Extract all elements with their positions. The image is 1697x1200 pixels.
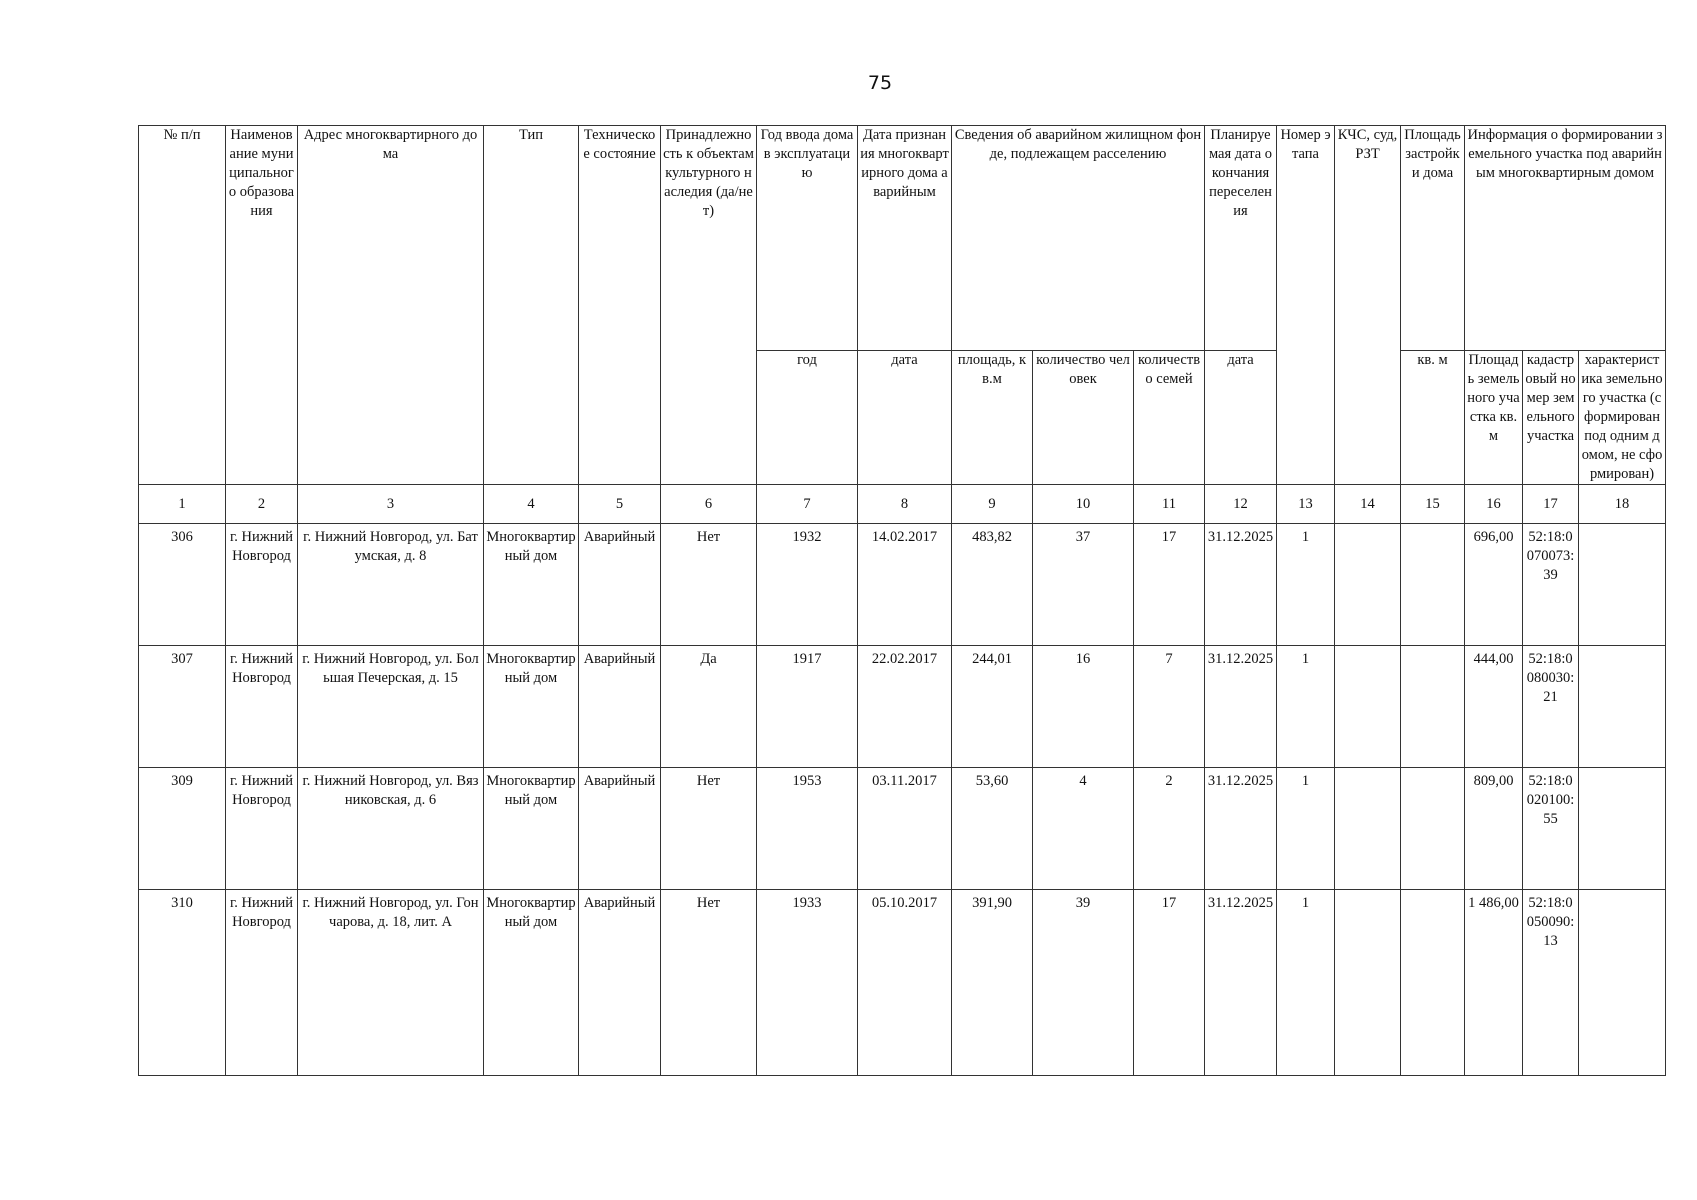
header-kchs: КЧС, суд, РЗТ — [1335, 126, 1401, 485]
cell-address: г. Нижний Новгород, ул. Большая Печерская, д. 15 — [298, 646, 484, 768]
cell-land-area: 696,00 — [1465, 524, 1523, 646]
cell-heritage: Нет — [661, 524, 757, 646]
colnum-4: 4 — [484, 485, 579, 524]
header-area: площадь, кв.м — [952, 351, 1033, 485]
cell-stage: 1 — [1277, 768, 1335, 890]
cell-type: Многоквартирный дом — [484, 646, 579, 768]
cell-area: 244,01 — [952, 646, 1033, 768]
colnum-18: 18 — [1579, 485, 1666, 524]
cell-families: 17 — [1134, 890, 1205, 1076]
header-number: № п/п — [139, 126, 226, 485]
colnum-5: 5 — [579, 485, 661, 524]
table-row — [139, 524, 1666, 646]
cell-build-area — [1401, 890, 1465, 1076]
cell-emergency-date: 22.02.2017 — [858, 646, 952, 768]
header-build-area: Площадь застройки дома — [1401, 126, 1465, 351]
colnum-16: 16 — [1465, 485, 1523, 524]
colnum-9: 9 — [952, 485, 1033, 524]
colnum-15: 15 — [1401, 485, 1465, 524]
cell-land-char — [1579, 768, 1666, 890]
cell-address: г. Нижний Новгород, ул. Вязниковская, д. 6 — [298, 768, 484, 890]
cell-address: г. Нижний Новгород, ул. Батумская, д. 8 — [298, 524, 484, 646]
cell-area: 53,60 — [952, 768, 1033, 890]
cell-emergency-date: 14.02.2017 — [858, 524, 952, 646]
cell-municipality: г. Нижний Новгород — [226, 646, 298, 768]
cell-heritage: Нет — [661, 890, 757, 1076]
cell-year: 1933 — [757, 890, 858, 1076]
cell-address: г. Нижний Новгород, ул. Гончарова, д. 18, лит. А — [298, 890, 484, 1076]
colnum-17: 17 — [1523, 485, 1579, 524]
cell-number: 309 — [139, 768, 226, 890]
cell-number: 306 — [139, 524, 226, 646]
header-families: количество семей — [1134, 351, 1205, 485]
cell-people: 39 — [1033, 890, 1134, 1076]
cell-number: 307 — [139, 646, 226, 768]
cell-cadastre: 52:18:0050090:13 — [1523, 890, 1579, 1076]
cell-land-area: 809,00 — [1465, 768, 1523, 890]
header-resettlement-group: Сведения об аварийном жилищном фонде, подлежащем расселению — [952, 126, 1205, 351]
cell-people: 16 — [1033, 646, 1134, 768]
cell-municipality: г. Нижний Новгород — [226, 524, 298, 646]
colnum-6: 6 — [661, 485, 757, 524]
cell-kchs — [1335, 646, 1401, 768]
header-type: Тип — [484, 126, 579, 485]
header-year-sub: год — [757, 351, 858, 485]
header-municipality: Наименование муниципального образования — [226, 126, 298, 485]
cell-stage: 1 — [1277, 524, 1335, 646]
cell-land-char — [1579, 646, 1666, 768]
cell-kchs — [1335, 768, 1401, 890]
cell-planned-end: 31.12.2025 — [1205, 646, 1277, 768]
cell-emergency-date: 03.11.2017 — [858, 768, 952, 890]
colnum-3: 3 — [298, 485, 484, 524]
header-land-area-label: Площадь земельного участка — [1467, 352, 1520, 425]
cell-stage: 1 — [1277, 890, 1335, 1076]
cell-year: 1932 — [757, 524, 858, 646]
cell-planned-end: 31.12.2025 — [1205, 768, 1277, 890]
cell-build-area — [1401, 646, 1465, 768]
cell-planned-end: 31.12.2025 — [1205, 890, 1277, 1076]
colnum-8: 8 — [858, 485, 952, 524]
table-row — [139, 646, 1666, 768]
cell-cadastre: 52:18:0020100:55 — [1523, 768, 1579, 890]
header-year: Год ввода дома в эксплуатацию — [757, 126, 858, 351]
header-address: Адрес многоквартирного дома — [298, 126, 484, 485]
cell-tech-state: Аварийный — [579, 890, 661, 1076]
cell-stage: 1 — [1277, 646, 1335, 768]
colnum-13: 13 — [1277, 485, 1335, 524]
header-people: количество человек — [1033, 351, 1134, 485]
header-end-sub: дата — [1205, 351, 1277, 485]
header-tech-state: Техническое состояние — [579, 126, 661, 485]
cell-tech-state: Аварийный — [579, 768, 661, 890]
cell-number: 310 — [139, 890, 226, 1076]
header-heritage: Принадлежность к объектам культурного наследия (да/нет) — [661, 126, 757, 485]
cell-type: Многоквартирный дом — [484, 768, 579, 890]
cell-build-area — [1401, 768, 1465, 890]
header-planned-end: Планируемая дата окончания переселения — [1205, 126, 1277, 351]
cell-year: 1953 — [757, 768, 858, 890]
header-land-area — [1465, 351, 1523, 485]
table-row — [139, 768, 1666, 890]
colnum-12: 12 — [1205, 485, 1277, 524]
cell-kchs — [1335, 524, 1401, 646]
cell-tech-state: Аварийный — [579, 524, 661, 646]
colnum-2: 2 — [226, 485, 298, 524]
page-number: 75 — [867, 72, 893, 94]
colnum-1: 1 — [139, 485, 226, 524]
cell-year: 1917 — [757, 646, 858, 768]
cell-area: 391,90 — [952, 890, 1033, 1076]
cell-cadastre: 52:18:0070073:39 — [1523, 524, 1579, 646]
cell-families: 2 — [1134, 768, 1205, 890]
header-land-area-unit: кв.м — [1488, 409, 1518, 444]
cell-type: Многоквартирный дом — [484, 524, 579, 646]
cell-emergency-date: 05.10.2017 — [858, 890, 952, 1076]
cell-build-area — [1401, 524, 1465, 646]
cell-area: 483,82 — [952, 524, 1033, 646]
cell-municipality: г. Нижний Новгород — [226, 768, 298, 890]
colnum-7: 7 — [757, 485, 858, 524]
cell-kchs — [1335, 890, 1401, 1076]
header-stage: Номер этапа — [1277, 126, 1335, 485]
header-build-area-sub: кв. м — [1401, 351, 1465, 485]
header-land-char: характеристика земельного участка (сформирован под одним домом, не сформирован) — [1579, 351, 1666, 485]
cell-land-area: 1 486,00 — [1465, 890, 1523, 1076]
cell-land-char — [1579, 524, 1666, 646]
cell-people: 37 — [1033, 524, 1134, 646]
cell-people: 4 — [1033, 768, 1134, 890]
header-date-sub: дата — [858, 351, 952, 485]
header-cadastre: кадастровый номер земельного участка — [1523, 351, 1579, 485]
cell-heritage: Да — [661, 646, 757, 768]
colnum-11: 11 — [1134, 485, 1205, 524]
cell-heritage: Нет — [661, 768, 757, 890]
cell-type: Многоквартирный дом — [484, 890, 579, 1076]
cell-tech-state: Аварийный — [579, 646, 661, 768]
emergency-housing-table — [138, 125, 1666, 1076]
cell-planned-end: 31.12.2025 — [1205, 524, 1277, 646]
colnum-14: 14 — [1335, 485, 1401, 524]
table-row — [139, 890, 1666, 1076]
cell-families: 7 — [1134, 646, 1205, 768]
cell-land-char — [1579, 890, 1666, 1076]
colnum-10: 10 — [1033, 485, 1134, 524]
cell-families: 17 — [1134, 524, 1205, 646]
cell-municipality: г. Нижний Новгород — [226, 890, 298, 1076]
cell-land-area: 444,00 — [1465, 646, 1523, 768]
cell-cadastre: 52:18:0080030:21 — [1523, 646, 1579, 768]
header-emergency-date: Дата признания многоквартирного дома аварийным — [858, 126, 952, 351]
header-land-group: Информация о формировании земельного участка под аварийным многоквартирным домом — [1465, 126, 1666, 351]
